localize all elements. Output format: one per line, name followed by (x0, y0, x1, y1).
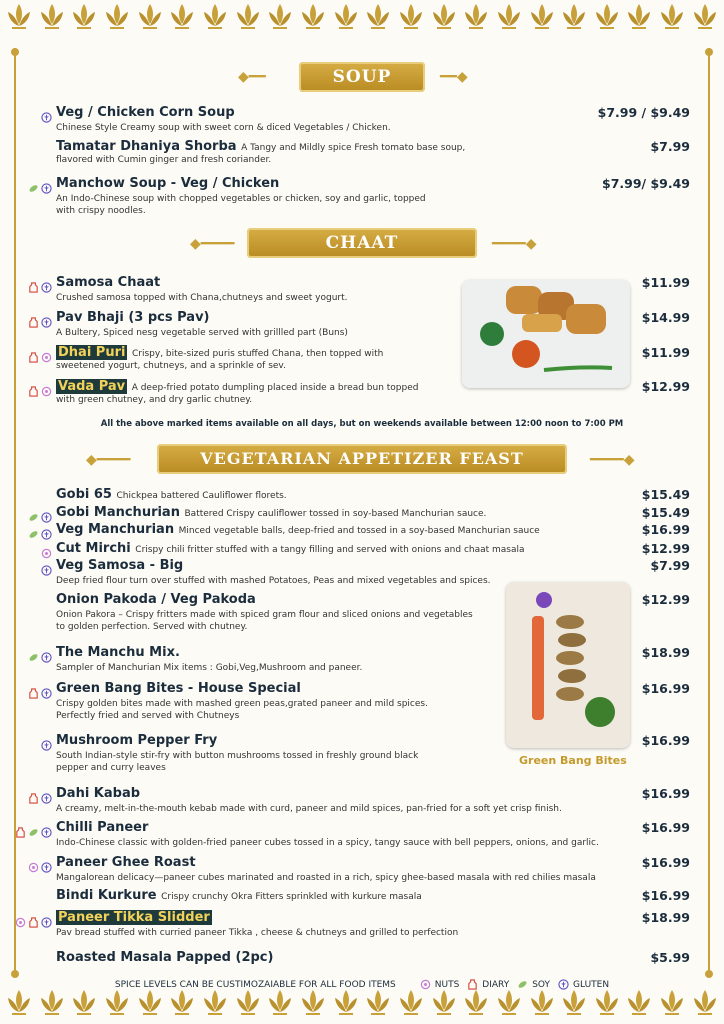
allergen-icons (28, 858, 52, 869)
menu-item-name-row (56, 505, 656, 520)
legend-dairy (467, 979, 509, 990)
menu-item-name-row (56, 522, 656, 537)
menu-item-name: Paneer Tikka Slidder (58, 910, 210, 925)
lotus-icon (365, 988, 391, 1022)
menu-item-name-row (56, 275, 656, 290)
lotus-icon (659, 988, 685, 1022)
lotus-icon (431, 2, 457, 36)
gluten-icon (41, 108, 52, 119)
legend-label: DIARY (482, 979, 510, 990)
menu-item-description-cont: pepper and curry leaves (56, 763, 166, 773)
lotus-icon (169, 2, 195, 36)
menu-item-description: Crispy chili fritter stuffed with a tangy filling and served with onions and chaat masala (135, 545, 525, 555)
lotus-icon (561, 2, 587, 36)
menu-item-price: $7.99 / $9.49 (597, 105, 690, 120)
top-lotus-border (0, 2, 724, 36)
menu-item-name-row (56, 950, 656, 965)
menu-item-description-cont: flavored with Cumin ginger and fresh coriander. (56, 155, 272, 165)
menu-item (56, 950, 656, 965)
legend-label: SOY (532, 979, 551, 990)
menu-item-description: Indo-Chinese classic with golden-fried paneer cubes tossed in a spicy, tangy sauce with bell peppers, onions, and garlic. (56, 838, 599, 848)
menu-item-price: $16.99 (641, 681, 690, 696)
menu-item-price: $18.99 (641, 645, 690, 660)
soup-section-banner: SOUP (299, 62, 425, 92)
menu-item-name-row (56, 645, 656, 660)
menu-item-name-row (56, 820, 656, 835)
gluten-icon (41, 561, 52, 572)
allergen-icons (41, 736, 52, 747)
menu-item-name-row (56, 541, 656, 556)
chaat-section-banner: CHAAT (247, 228, 477, 258)
lotus-icon (333, 988, 359, 1022)
menu-item-name: Veg / Chicken Corn Soup (56, 105, 235, 120)
lotus-icon (6, 2, 32, 36)
menu-item (56, 379, 656, 406)
menu-item-name: Gobi 65 (56, 487, 112, 502)
gluten-icon (41, 913, 52, 924)
gluten-icon (41, 684, 52, 695)
lotus-icon (463, 2, 489, 36)
menu-item-price: $14.99 (641, 310, 690, 325)
menu-item-price: $7.99/ $9.49 (602, 176, 690, 191)
dairy-icon (467, 979, 478, 990)
menu-item-price: $7.99 (650, 558, 690, 573)
menu-item-name: Veg Manchurian (56, 522, 175, 537)
allergen-icons (41, 561, 52, 572)
menu-item (56, 487, 656, 502)
legend-soy (517, 979, 550, 990)
menu-item-name: Gobi Manchurian (56, 505, 180, 520)
allergen-icons (28, 525, 52, 536)
footer-legend (0, 979, 724, 990)
border-dot (705, 48, 713, 56)
lotus-icon (71, 2, 97, 36)
menu-item-name-row (56, 855, 656, 870)
menu-item-name-row (56, 487, 656, 502)
banner-ornament-left: ◆━━ (238, 69, 266, 85)
menu-item (56, 786, 656, 815)
menu-item-price: $16.99 (641, 786, 690, 801)
gluten-icon (41, 736, 52, 747)
menu-item-name-row (56, 910, 656, 925)
menu-item-price: $16.99 (641, 820, 690, 835)
lotus-icon (267, 988, 293, 1022)
lotus-icon (365, 2, 391, 36)
gluten-icon (558, 979, 569, 990)
menu-item-name-row (56, 681, 656, 696)
menu-item-name: Dhai Puri (58, 345, 126, 360)
lotus-icon (496, 988, 522, 1022)
menu-item-price: $18.99 (641, 910, 690, 925)
lotus-icon (169, 988, 195, 1022)
lotus-icon (463, 988, 489, 1022)
menu-item-price: $12.99 (641, 592, 690, 607)
dairy-icon (28, 278, 39, 289)
menu-item-description: Crispy golden bites made with mashed green peas,grated paneer and mild spices. (56, 699, 428, 709)
menu-item-name-row (56, 558, 656, 573)
gluten-icon (41, 858, 52, 869)
soy-icon (28, 525, 39, 536)
gluten-icon (41, 313, 52, 324)
gluten-icon (41, 789, 52, 800)
menu-item-description: Pav bread stuffed with curried paneer Tikka , cheese & chutneys and grilled to perfection (56, 928, 459, 938)
menu-item-name-row (56, 786, 656, 801)
menu-item (56, 733, 656, 774)
legend-label: NUTS (434, 979, 460, 990)
menu-item-name: Roasted Masala Papped (2pc) (56, 950, 274, 965)
menu-item (56, 522, 656, 537)
allergen-icons (28, 382, 52, 393)
nuts-icon (15, 913, 26, 924)
lotus-icon (398, 988, 424, 1022)
menu-item (56, 820, 656, 849)
menu-item-description-cont: Perfectly fried and served with Chutneys (56, 711, 240, 721)
banner-ornament-right: ━━◆ (440, 69, 468, 85)
lotus-icon (529, 988, 555, 1022)
menu-item (56, 176, 656, 217)
menu-item-name-row (56, 105, 656, 120)
allergen-icons (28, 278, 52, 289)
lotus-icon (235, 988, 261, 1022)
lotus-icon (692, 2, 718, 36)
menu-item (56, 345, 656, 372)
soy-icon (28, 508, 39, 519)
menu-item-name: Chilli Paneer (56, 820, 149, 835)
gluten-icon (41, 823, 52, 834)
menu-item-name-row (56, 345, 656, 360)
menu-item (56, 855, 656, 884)
lotus-icon (202, 988, 228, 1022)
lotus-icon (431, 988, 457, 1022)
menu-item-name-row (56, 139, 656, 154)
allergen-icons (41, 108, 52, 119)
lotus-icon (104, 2, 130, 36)
menu-item-price: $7.99 (650, 139, 690, 154)
menu-item-description: A Tangy and Mildly spice Fresh tomato base soup, (241, 143, 466, 153)
menu-item-description-cont: to golden perfection. Served with chutney. (56, 622, 248, 632)
menu-item-description-cont: with green chutney, and dry garlic chutney. (56, 395, 253, 405)
legend-label: GLUTEN (573, 979, 610, 990)
menu-item-name: Tamatar Dhaniya Shorba (56, 139, 237, 154)
menu-item (56, 275, 656, 304)
menu-item-description: Crispy, bite-sized puris stuffed Chana, then topped with (131, 349, 384, 359)
lotus-icon (235, 2, 261, 36)
lotus-icon (626, 2, 652, 36)
menu-item-description: A Bultery, Spiced nesg vegetable served with grillled part (Buns) (56, 328, 348, 338)
banner-ornament-right: ━━━━◆ (492, 236, 537, 252)
lotus-icon (529, 2, 555, 36)
menu-item (56, 139, 656, 166)
menu-item (56, 105, 656, 134)
gluten-icon (41, 278, 52, 289)
soy-icon (28, 823, 39, 834)
lotus-icon (39, 988, 65, 1022)
menu-item (56, 681, 656, 722)
nuts-icon (41, 348, 52, 359)
menu-item-description: An Indo-Chinese soup with chopped vegetables or chicken, soy and garlic, topped (56, 194, 426, 204)
gluten-icon (41, 525, 52, 536)
nuts-icon (41, 544, 52, 555)
menu-item-name-row (56, 379, 656, 394)
menu-item-description: South Indian-style stir-fry with button mushrooms tossed in freshly ground black (56, 751, 419, 761)
banner-ornament-left: ◆━━━━ (86, 452, 131, 468)
menu-item-description: A deep-fried potato dumpling placed inside a bread bun topped (131, 383, 419, 393)
chaat-availability-note: All the above marked items available on all days, but on weekends available between 12:00 noon to 7:00 PM (100, 419, 624, 429)
dairy-icon (28, 913, 39, 924)
menu-item-description: Chickpea battered Cauliflower florets. (116, 491, 287, 501)
menu-item (56, 592, 656, 633)
menu-item-description-cont: with crispy noodles. (56, 206, 146, 216)
gluten-icon (41, 179, 52, 190)
allergen-icons (28, 508, 52, 519)
menu-item (56, 910, 656, 939)
dairy-icon (15, 823, 26, 834)
allergen-icons (28, 313, 52, 324)
lotus-icon (626, 988, 652, 1022)
lotus-icon (202, 2, 228, 36)
lotus-icon (594, 988, 620, 1022)
menu-item-name-row (56, 310, 656, 325)
menu-item (56, 558, 656, 587)
menu-item-name: Cut Mirchi (56, 541, 131, 556)
dairy-icon (28, 382, 39, 393)
lotus-icon (692, 988, 718, 1022)
menu-item-name: Vada Pav (58, 379, 126, 394)
nuts-icon (28, 858, 39, 869)
menu-item-description-cont: sweetened yogurt, chutneys, and a sprinkle of sev. (56, 361, 286, 371)
allergen-icons (28, 789, 52, 800)
lotus-icon (137, 2, 163, 36)
lotus-icon (39, 2, 65, 36)
menu-item-description: Minced vegetable balls, deep-fried and tossed in a soy-based Manchurian sauce (178, 526, 540, 536)
menu-item-price: $12.99 (641, 379, 690, 394)
gluten-icon (41, 648, 52, 659)
menu-item-name: Green Bang Bites - House Special (56, 681, 301, 696)
menu-item-description: Deep fried flour turn over stuffed with mashed Potatoes, Peas and mixed vegetables and spices. (56, 576, 491, 586)
menu-item-name: Mushroom Pepper Fry (56, 733, 218, 748)
lotus-icon (104, 988, 130, 1022)
menu-item-price: $16.99 (641, 888, 690, 903)
menu-item-name-row (56, 733, 656, 748)
nuts-icon (420, 979, 431, 990)
menu-item-price: $15.49 (641, 505, 690, 520)
nuts-icon (41, 382, 52, 393)
allergen-icons (41, 544, 52, 555)
menu-item (56, 541, 656, 556)
menu-item-description: Crispy crunchy Okra Fitters sprinkled with kurkure masala (161, 892, 422, 902)
menu-item (56, 505, 656, 520)
menu-item-name-row (56, 888, 656, 903)
veg-appetizer-section-banner: VEGETARIAN APPETIZER FEAST (157, 444, 567, 474)
lotus-icon (594, 2, 620, 36)
menu-item (56, 310, 656, 339)
right-border-line (708, 48, 710, 976)
border-dot (11, 970, 19, 978)
lotus-icon (71, 988, 97, 1022)
soy-icon (517, 979, 528, 990)
banner-ornament-left: ◆━━━━ (190, 236, 235, 252)
menu-item-name: Veg Samosa - Big (56, 558, 184, 573)
dairy-icon (28, 684, 39, 695)
allergen-icons (28, 179, 52, 190)
lotus-icon (137, 988, 163, 1022)
menu-item-name: Paneer Ghee Roast (56, 855, 196, 870)
menu-item-description: Chinese Style Creamy soup with sweet corn & diced Vegetables / Chicken. (56, 123, 391, 133)
menu-item-name: Pav Bhaji (3 pcs Pav) (56, 310, 210, 325)
gluten-icon (41, 508, 52, 519)
menu-item-price: $11.99 (641, 345, 690, 360)
menu-item (56, 888, 656, 903)
menu-item-name: The Manchu Mix. (56, 645, 180, 660)
soy-icon (28, 648, 39, 659)
photo-caption: Green Bang Bites (519, 754, 627, 767)
menu-item-price: $16.99 (641, 855, 690, 870)
menu-item-price: $16.99 (641, 733, 690, 748)
lotus-icon (333, 2, 359, 36)
allergen-icons (15, 913, 52, 924)
menu-item-name-row (56, 176, 656, 191)
menu-item-name: Onion Pakoda / Veg Pakoda (56, 592, 256, 607)
allergen-icons (28, 684, 52, 695)
menu-item-description: Onion Pakora – Crispy fritters made with spiced gram flour and sliced onions and vegetables (56, 610, 473, 620)
lotus-icon (496, 2, 522, 36)
menu-item-description: Crushed samosa topped with Chana,chutneys and sweet yogurt. (56, 293, 348, 303)
spice-note: SPICE LEVELS CAN BE CUSTIMOZAIABLE FOR ALL FOOD ITEMS (114, 979, 396, 990)
lotus-icon (561, 988, 587, 1022)
allergen-icons (15, 823, 52, 834)
dairy-icon (28, 348, 39, 359)
menu-item-price: $15.49 (641, 487, 690, 502)
allergen-icons (28, 648, 52, 659)
lotus-icon (398, 2, 424, 36)
menu-item-name: Samosa Chaat (56, 275, 161, 290)
lotus-icon (300, 2, 326, 36)
lotus-icon (267, 2, 293, 36)
banner-ornament-right: ━━━━◆ (590, 452, 635, 468)
menu-item-price: $16.99 (641, 522, 690, 537)
soy-icon (28, 179, 39, 190)
menu-item (56, 645, 656, 674)
legend-nuts (420, 979, 460, 990)
border-dot (11, 48, 19, 56)
menu-item-name: Dahi Kabab (56, 786, 141, 801)
lotus-icon (300, 988, 326, 1022)
menu-item-description: A creamy, melt-in-the-mouth kebab made with curd, paneer and mild spices, pan-fried for a soft yet crisp finish. (56, 804, 562, 814)
bottom-lotus-border (0, 988, 724, 1022)
menu-item-description: Sampler of Manchurian Mix items : Gobi,Veg,Mushroom and paneer. (56, 663, 363, 673)
menu-item-price: $5.99 (650, 950, 690, 965)
legend-gluten (558, 979, 609, 990)
menu-item-price: $11.99 (641, 275, 690, 290)
menu-item-description: Mangalorean delicacy—paneer cubes marinated and roasted in a rich, spicy ghee-based masala with red chilies masala (56, 873, 596, 883)
menu-item-price: $12.99 (641, 541, 690, 556)
allergen-icons (28, 348, 52, 359)
dairy-icon (28, 313, 39, 324)
menu-item-description: Battered Crispy cauliflower tossed in soy-based Manchurian sauce. (184, 509, 487, 519)
lotus-icon (6, 988, 32, 1022)
dairy-icon (28, 789, 39, 800)
menu-item-name: Manchow Soup - Veg / Chicken (56, 176, 280, 191)
border-dot (705, 970, 713, 978)
menu-item-name-row (56, 592, 656, 607)
menu-item-name: Bindi Kurkure (56, 888, 157, 903)
lotus-icon (659, 2, 685, 36)
